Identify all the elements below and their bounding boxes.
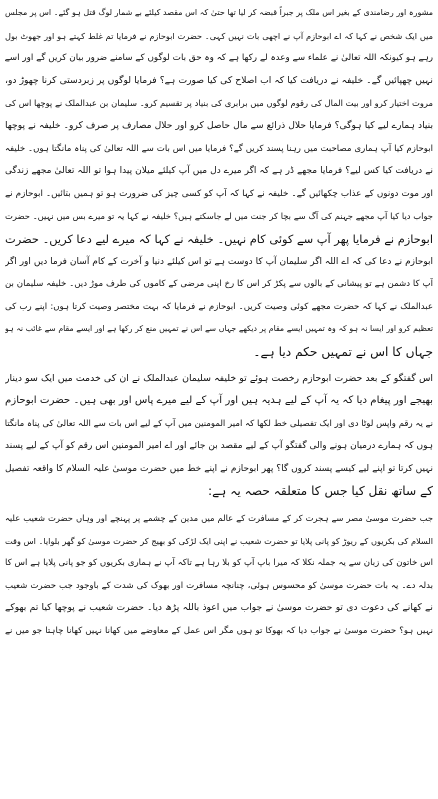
text-line: نے کھانے کی دعوت دی تو حضرت موسیٰ نے جواب میں اعوذ باللہ پڑھ دیا۔ حضرت شعیب نے پوچھا کیا تم بھوکے	[5, 602, 433, 614]
text-line: رہے ہو کیونکہ اللہ تعالیٰ نے علماء سے وعدہ لے رکھا ہے کہ وہ حق بات لوگوں کے سامنے ضرور بیان کریں گے اور اسے	[5, 53, 433, 64]
text-line: السلام کی بکریوں کے ریوڑ کو پانی پلایا تو حضرت شعیب نے اپنی ایک لڑکی کو بھیج کر حضرت موسیٰ کو گھر بلوایا۔ اس وقت	[5, 535, 433, 546]
text-line: اور موت دونوں کے عذاب چکھائیں گے۔ خلیفہ نے کہا کہ آپ کو کسی چیز کی ضرورت ہو تو ہمیں بتائیں۔ ابوحازم نے	[5, 188, 433, 199]
text-line: ہوں کہ ہمارے درمیان ہونے والی گفتگو آپ کے لیے مقصد بن جائے اور اے امیر المومنین اس رقم کو آپ کے لیے پسند	[5, 441, 433, 452]
text-line: کے ساتھ نقل کیا جس کا متعلقہ حصہ یہ ہے:	[208, 484, 433, 499]
text-line: ابوحازم نے فرمایا پھر آپ سے کوئی کام نہیں۔ خلیفہ نے کہا کہ میرے لیے دعا کریں۔ حضرت	[5, 231, 433, 246]
text-line: بھیجے اور پیغام دیا کہ یہ آپ کے لیے ہدیہ ہیں اور آپ کے لیے میرے پاس اور بھی ہیں۔ حضرت ابوحازم	[5, 395, 433, 407]
text-line: جواب دیا کیا آپ مجھے جہنم کی آگ سے بچا کر جنت میں لے جاسکتے ہیں؟ خلیفہ نے کہا یہ تو میرے بس میں نہیں۔ حضرت	[5, 211, 433, 222]
text-line: بنیاد ہمارے لیے کیا ہوگی؟ فرمایا حلال ذرائع سے مال حاصل کرو اور حلال مصارف پر صرف کرو۔ خلیفہ نے پوچھا	[5, 119, 433, 131]
text-line: جب حضرت موسیٰ مصر سے ہجرت کر کے مسافرت کے عالم میں مدین کے چشمے پر پہنچے اور وہاں حضرت شعیب علیہ	[5, 513, 433, 524]
text-line: اس خاتون کی زبان سے یہ جملہ نکلا کہ میرا باپ آپ کو بلا رہا ہے تاکہ آپ نے ہماری بکریوں کو جو پانی پلایا ہے اس کا	[5, 558, 433, 569]
text-line: بدلہ دے۔ یہ بات حضرت موسیٰ کو محسوس ہوئی، چنانچہ مسافرت اور بھوک کی شدت کے باوجود جب حضرت شعیب	[5, 580, 433, 591]
text-line: مروت اختیار کرو اور بیت المال کی رقوم لوگوں میں برابری کی بنیاد پر تقسیم کرو۔ سلیمان بن عبدالملک نے پوچھا اس کی	[5, 98, 433, 109]
text-line: ابوحازم نے دعا کی کہ اے اللہ اگر سلیمان آپ کا دوست ہے تو اس کیلئے دنیا و آخرت کے کام آسان فرما دیں اور اگر	[5, 256, 433, 267]
text-line: نہیں کرتا تو اپنے لیے کیسے پسند کروں گا؟ پھر ابوحازم نے اپنے خط میں حضرت موسیٰ علیہ السلام کا واقعہ تفصیل	[5, 463, 433, 474]
text-line: جہاں کا اس نے تمہیں حکم دیا ہے۔	[253, 344, 433, 359]
text-line: تعظیم کرو اور ایسا نہ ہو کہ وہ تمہیں ایسے مقام پر دیکھے جہاں سے اس نے تمہیں منع کر رکھا ہے اور ایسے مقام سے غائب نہ ہو	[5, 324, 433, 334]
text-line: نہیں ہو؟ حضرت موسیٰ نے جواب دیا کہ بھوکا تو ہوں مگر اس عمل کے معاوضے میں کھانا نہیں کھانا چاہتا جو میں نے	[5, 626, 433, 637]
text-line: عبدالملک نے کہا کہ حضرت مجھے کوئی وصیت کریں۔ ابوحازم نے فرمایا کہ بہت مختصر وصیت کرتا ہوں: اپنے رب کی	[5, 301, 433, 312]
text-line: اس گفتگو کے بعد حضرت ابوحازم رخصت ہوئے تو خلیفہ سلیمان عبدالملک نے ان کی خدمت میں ایک سو دینار	[5, 372, 433, 384]
text-line: مشورہ اور رضامندی کے بغیر اس ملک پر جبراً قبضہ کر لیا تھا حتیٰ کہ اس مقصد کیلئے بے شمار لوگ قتل ہو گئے۔ اس پر مجلس	[5, 8, 433, 17]
paragraph	[5, 368, 433, 504]
text-line: نے دریافت کیا کس لیے؟ فرمایا مجھے ڈر ہے کہ اگر میرے دل میں آپ کیلئے میلان پیدا ہوا تو اللہ تعالیٰ مجھے زندگی	[5, 166, 433, 177]
text-line: آپ کا دشمن ہے تو پیشانی کے بالوں سے پکڑ کر اس کا رخ اپنی مرضی کے کاموں کی طرف موڑ دیں۔ خلیفہ سلیمان بن	[5, 279, 433, 290]
text-line: میں ایک شخص نے کہا کہ اے ابوحازم آپ نے اچھی بات نہیں کہی۔ حضرت ابوحازم نے فرمایا تم غلط کہتے ہو اور جھوٹ بول	[5, 30, 433, 41]
text-line: ابوحازم کیا آپ ہماری مصاحبت میں رہنا پسند کریں گے؟ فرمایا میں اس بات سے اللہ تعالیٰ کی پناہ مانگتا ہوں۔ خلیفہ	[5, 143, 433, 154]
text-line: نے یہ رقم واپس لوٹا دی اور ایک تفصیلی خط لکھا کہ امیر المومنین میں آپ کے لیے اس بات سے اللہ تعالیٰ کی پناہ مانگتا	[5, 418, 433, 429]
text-line: نہیں چھپائیں گے۔ خلیفہ نے دریافت کیا کہ اب اصلاح کی کیا صورت ہے؟ فرمایا لوگوں پر زبردستی کرنا چھوڑ دو،	[5, 74, 433, 86]
paragraph	[5, 507, 433, 643]
paragraph	[5, 2, 433, 364]
